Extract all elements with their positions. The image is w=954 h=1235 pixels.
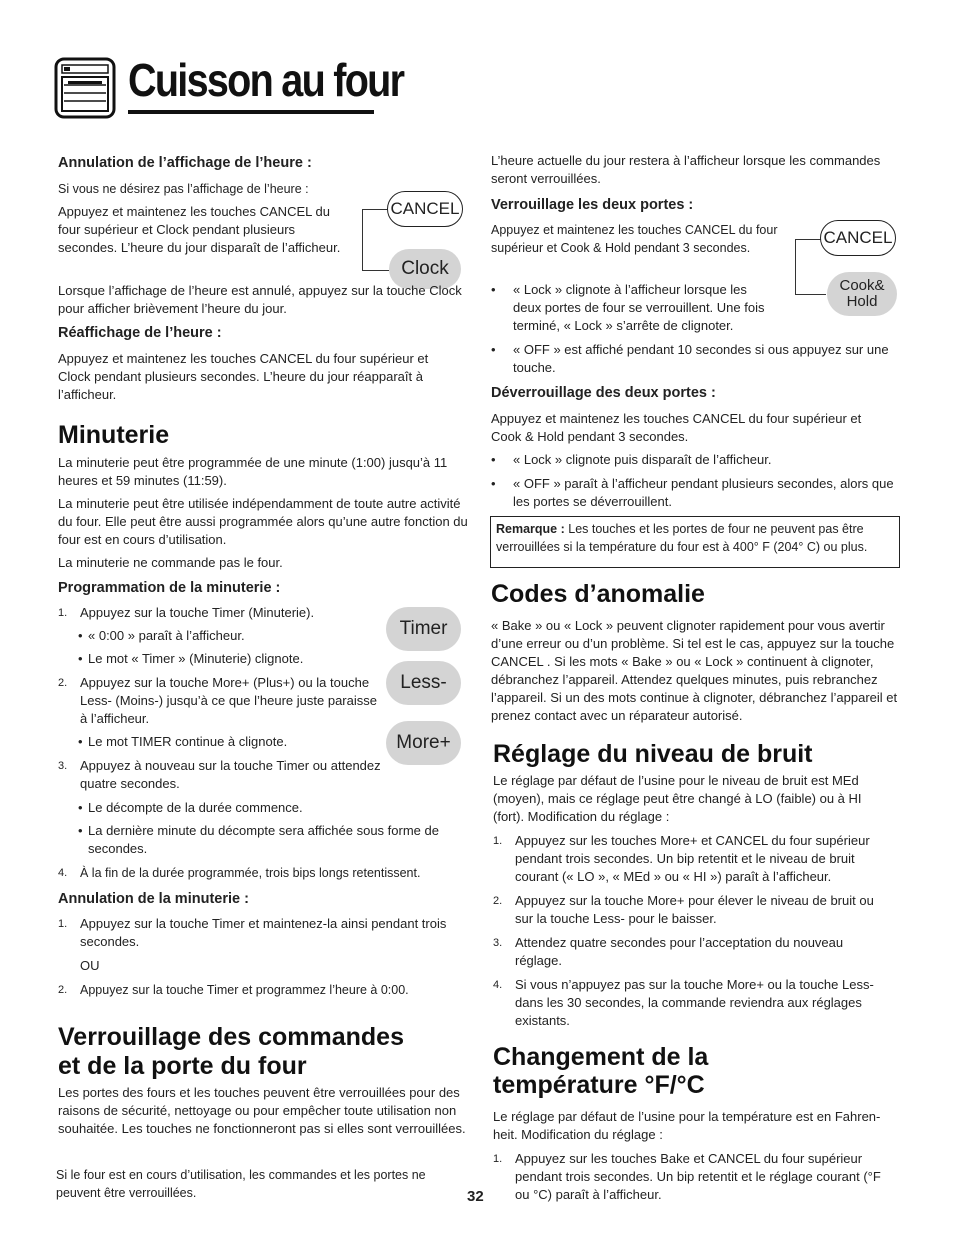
list-item: 1. Appuyez sur les touches More+ et CANCEL du four supérieur pendant trois secondes. Un bip retentit et le niveau de bruit courant (« LO », « MEd » ou « HI ») paraît à l’afficheur. [493, 833, 870, 884]
heading-codes: Codes d’anomalie [491, 580, 705, 608]
note-body: Les touches et les portes de four ne peuvent pas être verrouillées si la température du four est à 400° F (204° C) ou plus. [496, 522, 868, 554]
text-minuterie-p3: La minuterie ne commande pas le four. [58, 555, 283, 570]
text-intro-right: L’heure actuelle du jour restera à l’afficheur lorsque les commandes seront verrouillées. [491, 153, 881, 186]
heading-reaffichage: Réaffichage de l’heure : [58, 325, 222, 341]
bruit-steps [493, 832, 893, 1030]
cook-hold-button[interactable] [827, 272, 897, 316]
list-item: 2. Appuyez sur la touche More+ pour élever le niveau de bruit ou sur la touche Less- pour le baisser. [493, 893, 874, 926]
heading-minuterie: Minuterie [58, 421, 170, 449]
text-body-affichage: Appuyez et maintenez les touches CANCEL du four supérieur et Clock pendant plusieurs secondes. L’heure du jour disparaît de l’afficheur. [58, 204, 341, 255]
text-codes: « Bake » ou « Lock » peuvent clignoter rapidement pour vous avertir d’une erreur ou d’un problème. Si tel est le cas, appuyez sur la touche CANCEL . Si les mots « Bake » ou « Lock » continuent à clignoter, débranchez l’appareil. Attendez quelques minutes, puis rebranchez l’appareil. Si un des mots continue à clignoter, débranchez l’appareil et prenez contact avec un réparateur autorisé. [491, 618, 898, 723]
list-item: 3. Attendez quatre secondes pour l’acceptation du nouveau réglage. [493, 935, 844, 968]
page-title: Cuisson au four [128, 54, 404, 106]
text-reaffichage: Appuyez et maintenez les touches CANCEL du four supérieur et Clock pendant plusieurs secondes. L’heure du jour réapparaît à l’afficheur. [58, 351, 429, 402]
text-ou: OU [80, 958, 100, 973]
text-unlock-body: Appuyez et maintenez les touches CANCEL du four supérieur et Cook & Hold pendant 3 secondes. [491, 411, 862, 444]
lock-bullets-2 [491, 341, 901, 377]
list-item: 2. Appuyez sur la touche Timer et programmez l’heure à 0:00. [58, 983, 409, 997]
heading-bruit: Réglage du niveau de bruit [493, 740, 813, 768]
list-item: 1. Appuyez sur la touche Timer (Minuterie). [58, 605, 315, 620]
heading-temperature-line1: Changement de la [493, 1043, 709, 1071]
oven-icon [54, 57, 116, 119]
list-item: • « OFF » est affiché pendant 10 secondes si ous appuyez sur une touche. [491, 342, 889, 375]
list-item: • Le décompte de la durée commence. [78, 800, 303, 815]
cook-hold-label-1: Cook& [839, 277, 885, 294]
list-item: • « Lock » clignote à l’afficheur lorsque les deux portes de four se verrouillent. Une fois terminé, « Lock » s’arrête de clignoter. [491, 282, 765, 333]
temp-steps [493, 1150, 898, 1204]
programmation-steps-cont [58, 799, 458, 882]
unlock-bullets [491, 451, 901, 511]
annulation-steps [58, 915, 468, 999]
list-item: • « Lock » clignote puis disparaît de l’afficheur. [491, 452, 772, 467]
list-item: 2. Appuyez sur la touche More+ (Plus+) ou la touche Less- (Moins-) jusqu’à ce que l’heure juste paraisse à l’afficheur. [58, 675, 377, 726]
title-underline [128, 110, 374, 114]
heading-temperature-line2: température °F/°C [493, 1071, 705, 1099]
list-item: 3. Appuyez à nouveau sur la touche Timer ou attendez quatre secondes. [58, 758, 381, 791]
list-item: 4. À la fin de la durée programmée, trois bips longs retentissent. [58, 866, 421, 880]
list-item: 1. Appuyez sur les touches Bake et CANCEL du four supérieur pendant trois secondes. Un bip retentit et le réglage courant (°F ou °C) paraît à l’afficheur. [493, 1151, 881, 1202]
note-label: Remarque : [496, 522, 565, 536]
list-item: • « OFF » paraît à l’afficheur pendant plusieurs secondes, alors que les portes se déverrouillent. [491, 476, 894, 509]
heading-programmation: Programmation de la minuterie : [58, 580, 281, 596]
heading-temperature [493, 1043, 708, 1099]
heading-verrouillage [58, 1023, 404, 1081]
cook-hold-label-2: Hold [846, 293, 878, 310]
list-item: • « 0:00 » paraît à l’afficheur. [78, 628, 245, 643]
heading-annulation-minuterie: Annulation de la minuterie : [58, 891, 249, 907]
bracket-cancel-cookhold [795, 239, 826, 295]
text-minuterie-p1: La minuterie peut être programmée de une minute (1:00) jusqu’à 11 heures et 59 minutes (11:59). [58, 455, 448, 488]
timer-button[interactable]: Timer [386, 607, 461, 651]
page-number: 32 [467, 1188, 484, 1205]
heading-deverrouillage: Déverrouillage des deux portes : [491, 385, 716, 401]
clock-button[interactable]: Clock [389, 249, 461, 289]
list-item: • Le mot « Timer » (Minuterie) clignote. [78, 651, 304, 666]
more-button[interactable]: More+ [386, 721, 461, 765]
text-bruit-intro: Le réglage par défaut de l’usine pour le niveau de bruit est MEd (moyen), mais ce réglage peut être changé à LO (faible) ou à HI (fort). Modification du réglage : [493, 773, 862, 824]
list-item: • Le mot TIMER continue à clignote. [78, 734, 288, 749]
heading-verrouillage-portes: Verrouillage les deux portes : [491, 197, 694, 213]
list-item: 4. Si vous n’appuyez pas sur la touche More+ ou la touche Less- dans les 30 secondes, la commande reviendra aux réglages existants. [493, 977, 874, 1028]
bracket-cancel-clock [362, 209, 389, 271]
note-box [490, 516, 900, 568]
cancel-button[interactable]: CANCEL [387, 191, 463, 227]
text-after-affichage: Lorsque l’affichage de l’heure est annulé, appuyez sur la touche Clock pour afficher brièvement l’heure du jour. [58, 283, 462, 316]
lock-bullets [491, 281, 791, 335]
text-verrouillage-p2: Si le four est en cours d’utilisation, les commandes et les portes ne peuvent être verrouillées. [56, 1168, 426, 1200]
programmation-steps [58, 604, 388, 793]
text-lock-body: Appuyez et maintenez les touches CANCEL du four supérieur et Cook & Hold pendant 3 secondes. [491, 223, 778, 255]
cancel-button-right[interactable]: CANCEL [820, 220, 896, 256]
heading-verrouillage-line1: Verrouillage des commandes [58, 1023, 404, 1051]
less-button[interactable]: Less- [386, 661, 461, 705]
heading-verrouillage-line2: et de la porte du four [58, 1052, 307, 1080]
heading-annulation-affichage: Annulation de l’affichage de l’heure : [58, 155, 312, 171]
text-temp-intro: Le réglage par défaut de l’usine pour la température est en Fahren- heit. Modification du réglage : [493, 1109, 881, 1142]
list-item: 1. Appuyez sur la touche Timer et maintenez-la ainsi pendant trois secondes. [58, 916, 447, 949]
text-verrouillage-p1: Les portes des fours et les touches peuvent être verrouillées pour des raisons de sécurité, nettoyage ou pour empêcher toute utilisation non souhaitée. Les touches ne fonctionneront pas si elles sont verrouillées. [58, 1085, 466, 1136]
text-minuterie-p2: La minuterie peut être utilisée indépendamment de toute autre activité du four. Elle peut être aussi programmée alors qu’une autre fonction du four est en cours d’utilisation. [58, 496, 468, 547]
list-item: • La dernière minute du décompte sera affichée sous forme de secondes. [78, 823, 439, 856]
text-intro-affichage: Si vous ne désirez pas l’affichage de l’heure : [58, 182, 309, 196]
